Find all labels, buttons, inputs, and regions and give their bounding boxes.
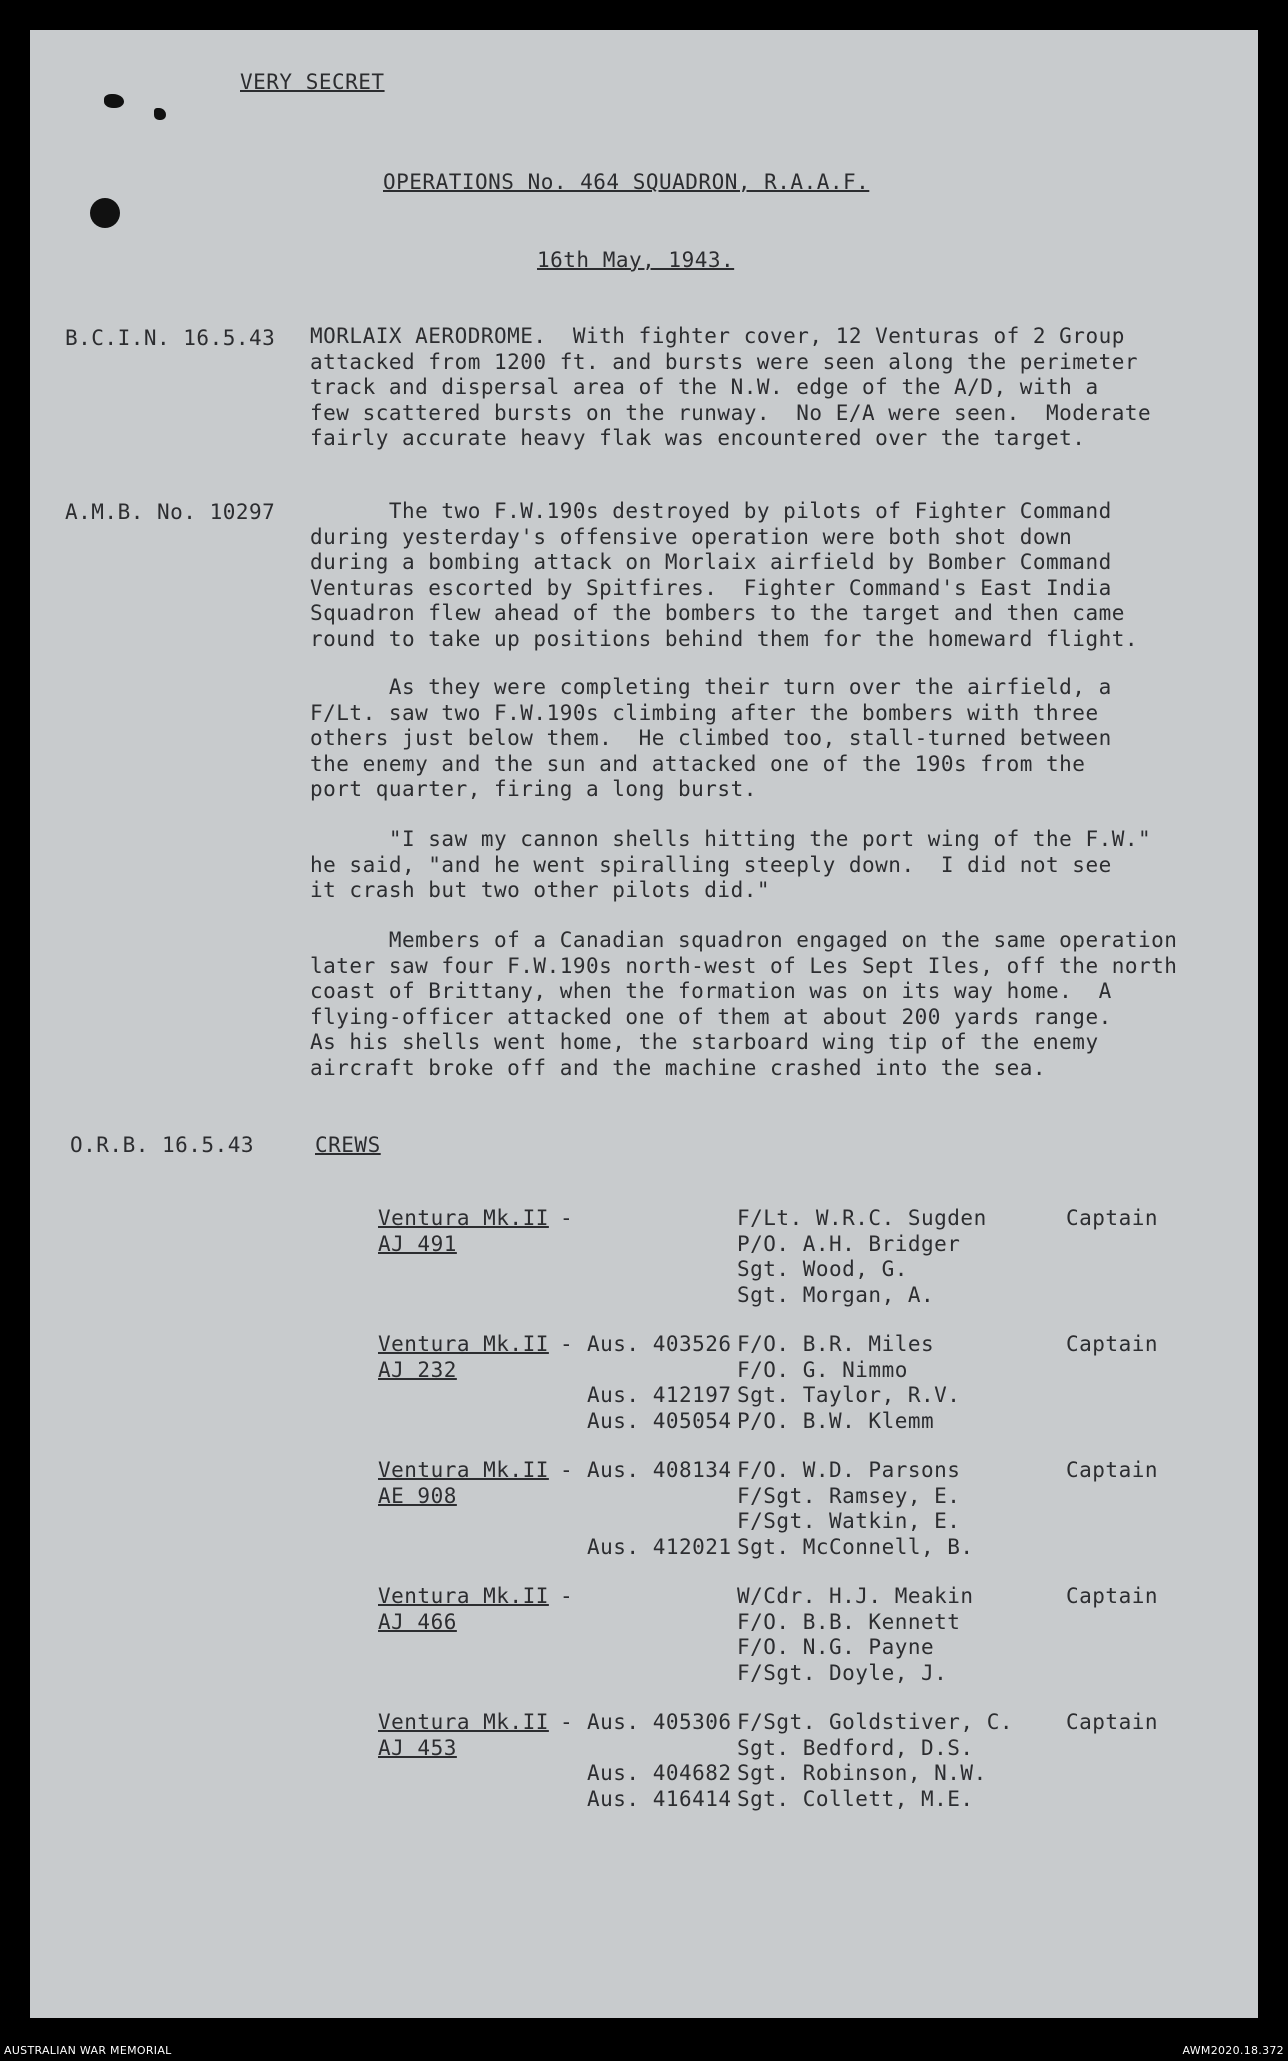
footer-left: AUSTRALIAN WAR MEMORIAL: [4, 2044, 172, 2057]
aircraft-serial: AJ 466: [378, 1609, 457, 1634]
crew-service-number: Aus. 404682: [587, 1761, 732, 1785]
aircraft-serial: AJ 491: [378, 1231, 457, 1256]
crew-member-name: Sgt. Bedford, D.S.: [737, 1735, 974, 1760]
crew-member-name: F/O. B.R. Miles: [737, 1332, 935, 1356]
aircraft-serial: AE 908: [378, 1483, 457, 1508]
crew-member-name: Sgt. Wood, G.: [737, 1257, 908, 1281]
crew-service-number: Aus. 405306: [587, 1710, 732, 1734]
entry-body: MORLAIX AERODROME. With fighter cover, 12 Venturas of 2 Group attacked from 1200 ft. and bursts were seen along the perimeter track and dispersal area of the N.W. edge of the A/D, with a few scattered bursts on the runway. No E/A were seen. Moderate fairly accurate heavy flak was encountered over the target.: [310, 324, 1152, 450]
crew-member-name: P/O. B.W. Klemm: [737, 1408, 935, 1433]
crew-member-name: P/O. A.H. Bridger: [737, 1231, 961, 1256]
crew-member-name: F/Sgt. Watkin, E.: [737, 1509, 961, 1533]
crew-member-name: F/Sgt. Doyle, J.: [737, 1660, 948, 1685]
crew-service-number: Aus. 412021: [587, 1534, 732, 1559]
crew-member-name: F/O. N.G. Payne: [737, 1635, 935, 1659]
aircraft-type: Ventura Mk.II: [378, 1206, 549, 1230]
entry-paragraph: As they were completing their turn over the airfield, a F/Lt. saw two F.W.190s climbing after the bombers with three others just below them. He climbed too, stall-turned between the enemy and the sun and attacked one of the 190s from the port quarter, firing a long burst.: [310, 675, 1112, 801]
crew-role: Captain: [1066, 1458, 1159, 1482]
aircraft-type: Ventura Mk.II: [378, 1710, 549, 1734]
entry-paragraph: "I saw my cannon shells hitting the port wing of the F.W." he said, "and he went spiralling steeply down. I did not see it crash but two other pilots did.": [310, 827, 1152, 902]
crew-service-number: Aus. 412197: [587, 1383, 732, 1407]
aircraft-type: Ventura Mk.II: [378, 1332, 549, 1356]
crew-member-name: Sgt. McConnell, B.: [737, 1534, 974, 1559]
crew-service-number: Aus. 416414: [587, 1786, 732, 1811]
crew-role: Captain: [1066, 1206, 1159, 1230]
paper-tear: [154, 108, 166, 120]
aircraft-type: Ventura Mk.II: [378, 1584, 549, 1608]
crew-member-name: F/O. G. Nimmo: [737, 1357, 908, 1382]
footer-right: AWM2020.18.372: [1182, 2044, 1284, 2057]
crew-member-name: Sgt. Taylor, R.V.: [737, 1383, 961, 1407]
crew-member-name: Sgt. Collett, M.E.: [737, 1786, 974, 1811]
crew-role: Captain: [1066, 1710, 1159, 1734]
aircraft-dash: -: [560, 1584, 574, 1608]
page-date: 16th May, 1943.: [537, 248, 735, 272]
aircraft-dash: -: [560, 1458, 574, 1482]
crew-member-name: F/O. B.B. Kennett: [737, 1609, 961, 1634]
crew-role: Captain: [1066, 1332, 1159, 1356]
crew-member-name: F/O. W.D. Parsons: [737, 1458, 961, 1482]
aircraft-type: Ventura Mk.II: [378, 1458, 549, 1482]
crew-member-name: W/Cdr. H.J. Meakin: [737, 1584, 974, 1608]
document-page: [30, 30, 1258, 2018]
entry-reference: B.C.I.N. 16.5.43: [65, 326, 276, 350]
crew-member-name: F/Sgt. Ramsey, E.: [737, 1483, 961, 1508]
crew-service-number: Aus. 408134: [587, 1458, 732, 1482]
crew-member-name: F/Lt. W.R.C. Sugden: [737, 1206, 987, 1230]
paper-tear: [104, 94, 124, 108]
crews-reference: O.R.B. 16.5.43: [70, 1133, 255, 1157]
crew-member-name: F/Sgt. Goldstiver, C.: [737, 1710, 1014, 1734]
crew-member-name: Sgt. Morgan, A.: [737, 1282, 935, 1307]
crew-role: Captain: [1066, 1584, 1159, 1608]
punch-hole: [90, 198, 120, 228]
aircraft-dash: -: [560, 1710, 574, 1734]
aircraft-dash: -: [560, 1206, 574, 1230]
entry-reference: A.M.B. No. 10297: [65, 500, 276, 524]
aircraft-dash: -: [560, 1332, 574, 1356]
aircraft-serial: AJ 453: [378, 1735, 457, 1760]
entry-paragraph: Members of a Canadian squadron engaged on the same operation later saw four F.W.190s north-west of Les Sept Iles, off the north coast of Brittany, when the formation was on its way home. A flying-officer attacked one of them at about 200 yards range. As his shells went home, the starboard wing tip of the enemy aircraft broke off and the machine crashed into the sea.: [310, 928, 1178, 1080]
aircraft-serial: AJ 232: [378, 1357, 457, 1382]
classification-label: VERY SECRET: [240, 70, 385, 94]
crews-heading: CREWS: [315, 1133, 381, 1157]
crew-service-number: Aus. 403526: [587, 1332, 732, 1356]
page-title: OPERATIONS No. 464 SQUADRON, R.A.A.F.: [383, 170, 870, 194]
crew-service-number: Aus. 405054: [587, 1408, 732, 1433]
crew-member-name: Sgt. Robinson, N.W.: [737, 1761, 987, 1785]
entry-paragraph: The two F.W.190s destroyed by pilots of Fighter Command during yesterday's offensive operation were both shot down during a bombing attack on Morlaix airfield by Bomber Command Venturas escorted by Spitfires. Fighter Command's East India Squadron flew ahead of the bombers to the target and then came round to take up positions behind them for the homeward flight.: [310, 499, 1139, 651]
